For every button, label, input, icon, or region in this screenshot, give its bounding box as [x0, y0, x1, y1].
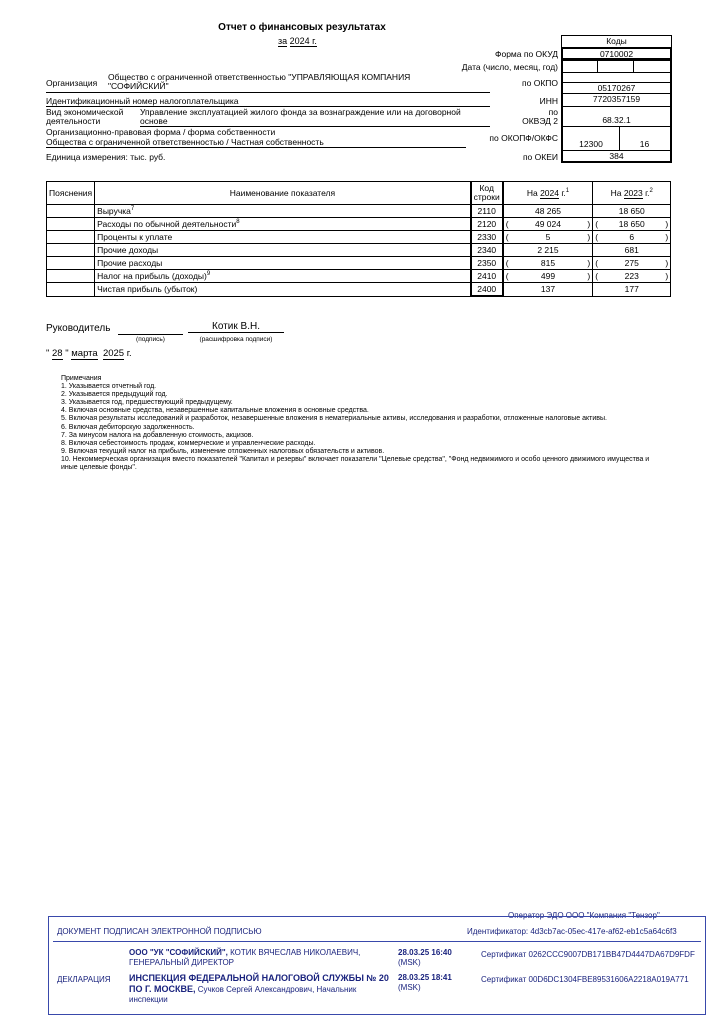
inn-row-label: Идентификационный номер налогоплательщика: [46, 96, 239, 106]
org-label: Организация: [46, 78, 98, 88]
okfs-value: 16: [619, 126, 672, 151]
date-year-cell: [633, 59, 672, 73]
signer2-cert: Сертификат 00D6DC1304FBE89531606A2218A019A771: [481, 975, 689, 984]
row-code: 2110: [471, 205, 503, 218]
okved-value: 68.32.1: [561, 106, 672, 127]
financial-results-table: [46, 181, 671, 297]
edo-signature-stamp: [48, 916, 706, 1015]
row-code: 2400: [471, 283, 503, 297]
row-name: Налог на прибыль (доходы)$^9$: [95, 270, 471, 283]
notes-block: [61, 375, 661, 472]
okpo-label: по ОКПО: [522, 78, 558, 88]
okei-value: 384: [561, 150, 672, 163]
note-item: 9. Включая текущий налог на прибыль, изменение отложенных налоговых обязательств и активов.: [61, 447, 385, 455]
col-name: Наименование показателя: [95, 182, 471, 205]
cur-value: 137: [503, 283, 593, 297]
period-prefix: за: [278, 36, 288, 46]
head-name: Котик В.Н.: [188, 321, 284, 333]
signer2-info: ИНСПЕКЦИЯ ФЕДЕРАЛЬНОЙ НАЛОГОВОЙ СЛУЖБЫ № 20 ПО Г. МОСКВЕ, Сучков Сергей Александрович, Начальник инспекции: [129, 973, 389, 1004]
edo-doc-type: ДЕКЛАРАЦИЯ: [57, 975, 111, 984]
note-item: 6. Включая дебиторскую задолженность.: [61, 423, 195, 431]
signer1-time: 28.03.25 16:40 (MSK): [398, 948, 452, 967]
decode-caption: (расшифровка подписи): [199, 336, 273, 343]
col-notes: Пояснения: [47, 182, 95, 205]
edo-divider: [53, 941, 701, 942]
row-code: 2340: [471, 244, 503, 257]
signer1-info: ООО "УК "СОФИЙСКИЙ", КОТИК ВЯЧЕСЛАВ НИКОЛАЕВИЧ, ГЕНЕРАЛЬНЫЙ ДИРЕКТОР: [129, 948, 361, 967]
org-name-line2: "СОФИЙСКИЙ": [108, 81, 169, 91]
row-notes: [47, 283, 95, 297]
report-period: [278, 36, 317, 46]
inn-value: 7720357159: [561, 93, 672, 107]
activity-label-2: деятельности: [46, 116, 101, 126]
row-notes: [47, 270, 95, 283]
edo-operator: Оператор ЭДО ООО "Компания "Тензор": [505, 911, 663, 921]
okopf-label: по ОКОПФ/ОКФС: [489, 133, 558, 143]
okpo-value: 05170267: [561, 82, 672, 94]
note-item: 7. За минусом налога на добавленную стоимость, акцизов.: [61, 431, 254, 439]
sign-date: " 28 " марта 2025 г.: [46, 348, 132, 359]
notes-title: Примечания: [61, 375, 102, 382]
activity-value-2: основе: [140, 116, 168, 126]
row-notes: [47, 218, 95, 231]
org-underline: [46, 92, 490, 93]
date-month-cell: [597, 59, 634, 73]
report-title: Отчет о финансовых результатах: [218, 22, 386, 33]
cur-value: ( 499 ): [503, 270, 593, 283]
prev-value: 177: [593, 283, 671, 297]
row-notes: [47, 231, 95, 244]
row-name: Выручка$^7$: [95, 205, 471, 218]
row-name: Чистая прибыль (убыток): [95, 283, 471, 297]
prev-value: ( 275 ): [593, 257, 671, 270]
row-name: Расходы по обычной деятельности$^8$: [95, 218, 471, 231]
prev-value: 681: [593, 244, 671, 257]
prev-value: ( 223 ): [593, 270, 671, 283]
row-code: 2120: [471, 218, 503, 231]
cur-value: ( 49 024 ): [503, 218, 593, 231]
table-row: [47, 231, 671, 244]
date-day-cell: [561, 59, 598, 73]
unit-label: Единица измерения: тыс. руб.: [46, 152, 166, 162]
activity-label-1: Вид экономической: [46, 107, 124, 117]
table-row: [47, 205, 671, 218]
cur-value: ( 815 ): [503, 257, 593, 270]
note-item: 2. Указывается предыдущий год.: [61, 391, 168, 399]
edo-signed-title: ДОКУМЕНТ ПОДПИСАН ЭЛЕКТРОННОЙ ПОДПИСЬЮ: [57, 927, 262, 936]
cur-value: 2 215: [503, 244, 593, 257]
signature-caption: (подпись): [136, 336, 165, 343]
edo-identifier: Идентификатор: 4d3cb7ac-05ec-417e-af62-eb1c5a64c6f3: [467, 927, 677, 936]
row-code: 2330: [471, 231, 503, 244]
row-notes: [47, 257, 95, 270]
note-item: 3. Указывается год, предшествующий предыдущему.: [61, 399, 233, 407]
period-value: 2024 г.: [289, 36, 317, 46]
table-row: [47, 270, 671, 283]
okved-label-1: по: [548, 107, 558, 117]
col-current-year: На 2024 г.$^1$: [503, 182, 593, 205]
row-name: Проценты к уплате: [95, 231, 471, 244]
table-row: [47, 283, 671, 297]
prev-value: ( 18 650 ): [593, 218, 671, 231]
cur-value: ( 5 ): [503, 231, 593, 244]
note-item: 1. Указывается отчетный год.: [61, 383, 157, 391]
col-code: Код строки: [471, 182, 503, 205]
prev-value: 18 650: [593, 205, 671, 218]
okopf-value: 12300: [561, 126, 620, 151]
codes-header: Коды: [561, 35, 672, 48]
note-item: 4. Включая основные средства, незавершенные капитальные вложения в основные средства.: [61, 407, 369, 415]
legal-form-label: Организационно-правовая форма / форма собственности: [46, 127, 276, 137]
note-item: 8. Включая себестоимость продаж, коммерческие и управленческие расходы.: [61, 439, 316, 447]
date-label: Дата (число, месяц, год): [461, 62, 558, 72]
table-row: [47, 257, 671, 270]
legal-form-value: Общества с ограниченной ответственностью / Частная собственность: [46, 137, 324, 147]
row-name: Прочие расходы: [95, 257, 471, 270]
okved-label-2: ОКВЭД 2: [522, 116, 558, 126]
table-row: [47, 218, 671, 231]
row-notes: [47, 205, 95, 218]
activity-value-1: Управление эксплуатацией жилого фонда за вознаграждение или на договорной: [140, 107, 461, 117]
legal-form-underline: [46, 147, 466, 148]
okud-label: Форма по ОКУД: [495, 49, 558, 59]
inn-label: ИНН: [539, 96, 558, 106]
col-previous-year: На 2023 г.$^2$: [593, 182, 671, 205]
row-code: 2410: [471, 270, 503, 283]
table-row: [47, 244, 671, 257]
cur-value: 48 265: [503, 205, 593, 218]
codes-gap: [561, 72, 672, 82]
signature-line: [118, 334, 183, 335]
row-name: Прочие доходы: [95, 244, 471, 257]
prev-value: ( 6 ): [593, 231, 671, 244]
okei-label: по ОКЕИ: [522, 152, 558, 162]
org-name-line1: Общество с ограниченной ответственностью "УПРАВЛЯЮЩАЯ КОМПАНИЯ: [108, 72, 411, 82]
signer2-time: 28.03.25 18:41 (MSK): [398, 973, 452, 992]
okud-value: 0710002: [561, 47, 672, 60]
note-item: 5. Включая результаты исследований и разработок, незавершенные вложения в нематериальные активы, исследования и разработки, отложенные налоговые активы.: [61, 415, 607, 423]
signer1-cert: Сертификат 0262CCC9007DB171BB47D4447DA67D9FDF: [481, 950, 695, 959]
table-header-row: [47, 182, 671, 205]
head-label: Руководитель: [46, 323, 111, 334]
row-code: 2350: [471, 257, 503, 270]
note-item: 10. Некоммерческая организация вместо показателей "Капитал и резервы" включает показатели "Целевые средства", "Фонд недвижимого и особо ценного движимого имущества и иные целевые фонды".: [61, 455, 650, 472]
row-notes: [47, 244, 95, 257]
